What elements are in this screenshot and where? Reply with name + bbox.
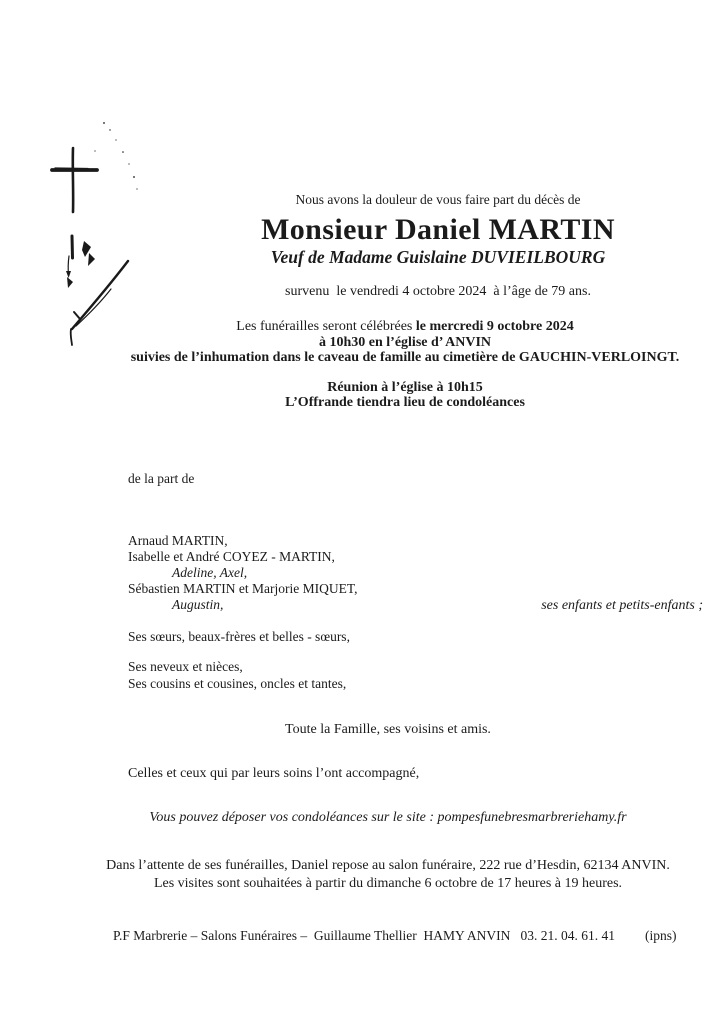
spouse-line: Veuf de Madame Guislaine DUVIEILBOURG — [270, 247, 606, 267]
ceremony-line-2: à 10h30 en l’église d’ ANVIN — [318, 334, 492, 350]
deceased-name: Monsieur Daniel MARTIN — [261, 213, 615, 246]
ceremony-line-1 — [85, 319, 725, 335]
announcement-header — [155, 191, 721, 301]
funeral-home-info: P.F Marbrerie – Salons Funéraires – Guillaume Thellier HAMY ANVIN 03. 21. 04. 61. 41 — [112, 928, 616, 943]
children-note: ses enfants et petits-enfants ; — [541, 597, 703, 613]
visitation-line-1: Dans l’attente de ses funérailles, Daniel repose au salon funéraire, 222 rue d’Hesdin, 62134 ANVIN. — [106, 858, 670, 873]
list-item-grandchild: Augustin, — [172, 596, 224, 612]
visitation-info — [55, 857, 721, 892]
list-item: Ses neveux et nièces, — [128, 659, 243, 674]
list-item: Arnaud MARTIN, — [128, 533, 228, 548]
condolences-website-line: Vous pouvez déposer vos condoléances sur le site : pompesfunebresmarbreriehamy.fr — [149, 810, 627, 825]
list-item: Ses cousins et cousines, oncles et tantes, — [128, 676, 347, 691]
family-and-friends-line: Toute la Famille, ses voisins et amis. — [285, 722, 491, 737]
list-item-grandchildren: Adeline, Axel, — [172, 564, 248, 580]
death-date-line: survenu le vendredi 4 octobre 2024 à l’âge de 79 ans. — [285, 284, 591, 299]
ceremony-offering-line: L’Offrande tiendra lieu de condoléances — [285, 395, 525, 410]
ceremony-details — [85, 319, 725, 411]
funeral-home-footer — [55, 912, 721, 960]
ceremony-line-1-normal: Les funérailles seront célébrées — [236, 319, 416, 334]
ipns-note: (ipns) — [645, 928, 677, 943]
list-item: Ses sœurs, beaux-frères et belles - sœurs, — [128, 629, 350, 644]
relatives-list — [128, 628, 350, 692]
list-item: Sébastien MARTIN et Marjorie MIQUET, — [128, 580, 358, 596]
from-label: de la part de — [128, 471, 195, 486]
caregivers-line: Celles et ceux qui par leurs soins l’ont accompagné, — [128, 766, 420, 781]
list-item: Isabelle et André COYEZ - MARTIN, — [128, 548, 335, 564]
ceremony-line-1-bold: le mercredi 9 octobre 2024 — [415, 319, 574, 334]
ceremony-meeting-line: Réunion à l’église à 10h15 — [327, 379, 483, 395]
visitation-line-2: Les visites sont souhaitées à partir du dimanche 6 octobre de 17 heures à 19 heures. — [153, 875, 623, 891]
list-item-row — [128, 597, 703, 614]
cross-illustration — [38, 106, 148, 346]
announcement-intro: Nous avons la douleur de vous faire part du décès de — [295, 192, 581, 207]
ceremony-line-3: suivies de l’inhumation dans le caveau de famille au cimetière de GAUCHIN-VERLOINGT. — [130, 350, 680, 365]
children-list — [128, 533, 703, 614]
cross-icon — [38, 106, 148, 346]
